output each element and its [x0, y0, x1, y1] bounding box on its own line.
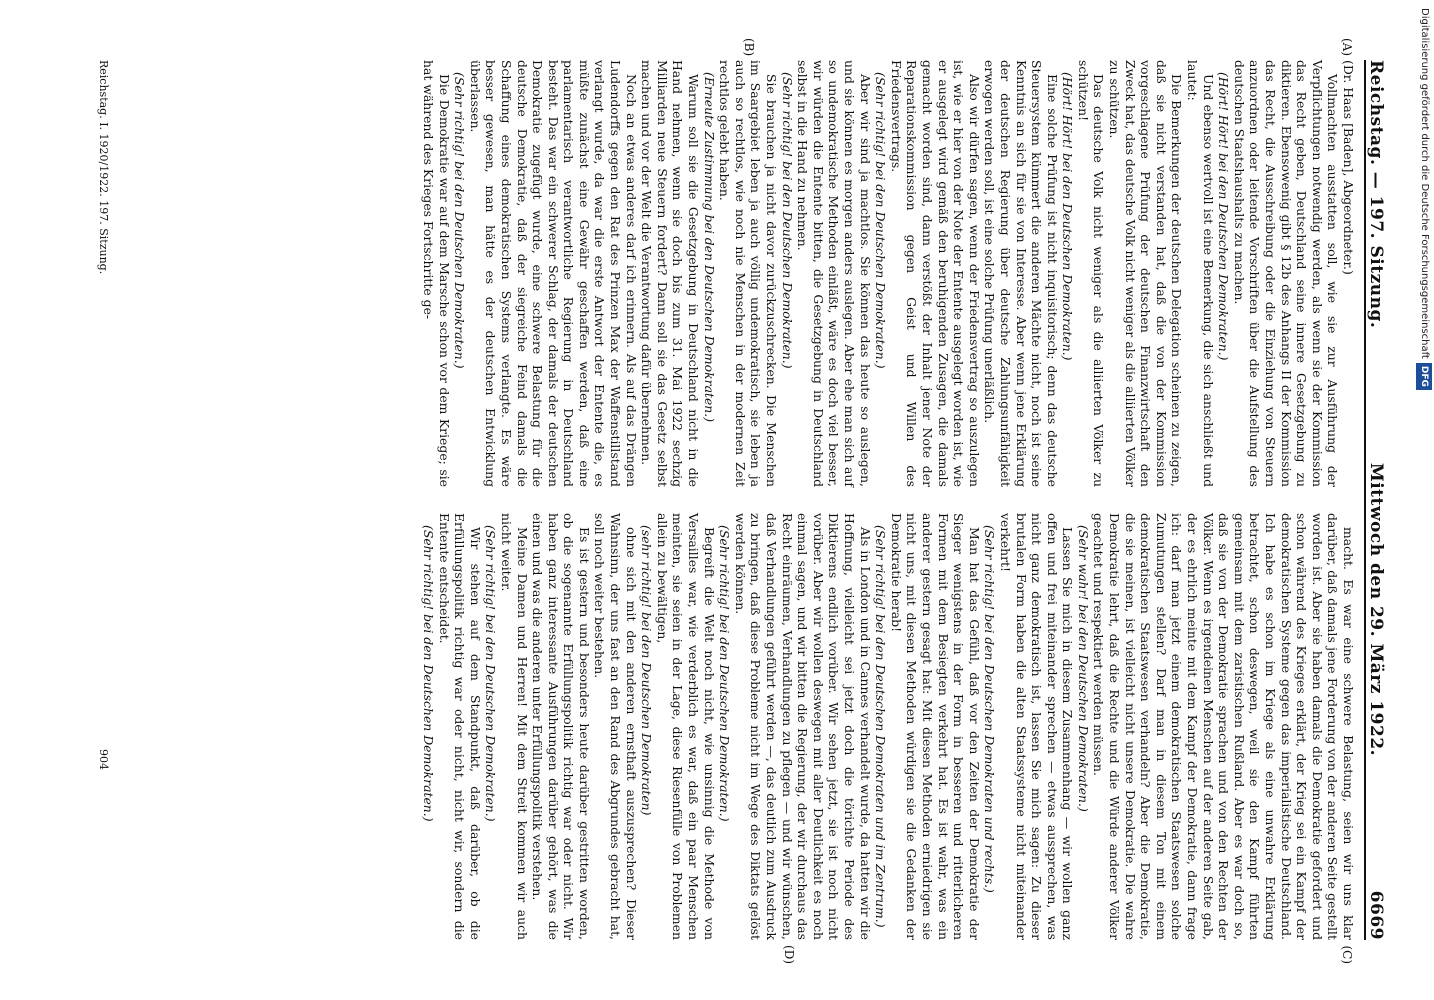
paragraph: Wir stehen auf dem Standpunkt, daß darüber, ob die Erfüllungspolitik richtig war oder nicht, nicht wir, sondern die Entente entscheidet. [436, 513, 483, 940]
header-left: Reichstag. — 197. Sitzung. [1366, 60, 1386, 329]
digitization-text: Digitalisierung gefördert durch die Deutsche Forschungsgemeinschaft [1419, 8, 1430, 359]
right-column [116, 513, 1356, 964]
interjection: (Sehr richtig! bei den Deutschen Demokraten.) [452, 72, 468, 369]
paragraph: Aber wir sind ja machtlos. Sie können das heute so auslegen, und sie können es morgen anders auslegen. Aber ehe man sich auf so undemokratische Methoden einläßt, wäre es doch viel besser, wir würden die Entente bitten, die Gesetzgebung in Deutschland selbst in die Hand zu nehmen. [795, 60, 873, 487]
paragraph: ohne sich mit den anderen ernsthaft auszusprechen? Dieser Wahnsinn, der uns fast an den Rand des Abgrundes gebracht hat, soll noch weiter bestehen. [592, 513, 639, 940]
page-footer [80, 60, 110, 940]
page-header [1364, 60, 1394, 940]
paragraph: Also wir dürfen sagen, wenn der Friedensvertrag so auszulegen ist, wie er hier von der Note der Entente ausgelegt worden ist, wie er ausgelegt wird gemäß den beruhigenden Zusagen, die damals gemacht worden sind, dann verstößt der Inhalt jener Note der Reparationskommission gegen Geist und Willen des Friedensvertrags. [888, 60, 982, 487]
paragraph: Die Bemerkungen der deutschen Delegation scheinen zu zeigen, daß sie nicht verstanden hat, daß die von der Kommission vorgeschlagene Prüfung der deutschen Finanzwirtschaft den Zweck hat, das deutsche Volk nicht weniger als die alliierten Völker zu schützen. [1107, 60, 1185, 487]
interjection: (Sehr richtig! bei den Deutschen Demokraten.) [717, 525, 733, 822]
footer-number: 904 [97, 749, 110, 770]
paragraph: Es ist gestern und besonders heute darüber gestritten worden, ob die sogenannte Erfüllungspolitik richtig war oder nicht. Wir haben ganz interessante Ausführungen darüber gehört, was die einen und was die anderen unter Erfüllungspolitik verstehen. [530, 513, 592, 940]
paragraph: Und ebenso wertvoll ist eine Bemerkung, die sich anschließt und lautet: [1185, 60, 1216, 487]
interjection: (Sehr richtig! bei den Deutschen Demokraten.) [779, 72, 795, 369]
footer-left: Reichstag. I. 1920/1922. 197. Sitzung. [97, 60, 110, 275]
paragraph: Die Demokratie war auf dem Marsche schon vor dem Kriege; sie hat während des Krieges Fortschritte ge- [420, 60, 452, 487]
digitization-note [1416, 8, 1432, 992]
paragraph: Man hat das Gefühl, daß vor den Zeiten der Demokratie der Sieger wenigstens in der Form in besseren und ritterlicheren Formen mit dem Besiegten verkehrt hat. Es ist wahr, was ein anderer gestern gesagt hat: Mit diesen Methoden erniedrigen sie nicht uns, mit diesen Methoden würdigen sie die Gedanken der Demokratie herab! [888, 513, 982, 940]
margin-mark-d: (D) [782, 945, 796, 964]
header-right: Mittwoch den 29. März 1922. [1366, 462, 1386, 757]
margin-mark-b: (B) [742, 38, 756, 57]
paragraph: Lassen Sie mich in diesem Zusammenhang — wir wollen ganz offen und frei miteinander sprechen — etwas aussprechen, was nicht ganz demokratisch ist, lassen Sie mich sagen: Zu dieser brutalen Form haben die alten Staatssysteme nicht miteinander verkehrt! [997, 513, 1076, 940]
paragraph: Als in London und in Cannes verhandelt wurde, da hatten wir die Hoffnung, vielleicht sei jetzt doch die törichte Periode des Diktierens endlich vorüber. Wir sehen jetzt, sie ist noch nicht vorüber. Aber wir wollen deswegen mit aller Deutlichkeit es noch einmal sagen, und wir bitten die Regierung, der wir durchaus das Recht einräumen, Verhandlungen zu pflegen — und wir wünschen, daß Verhandlungen geführt werden —, das deutlich zum Ausdruck zu bringen, daß diese Probleme nicht im Wege des Diktats gelöst werden können. [732, 513, 873, 940]
paragraph: macht. Es war eine schwere Belastung, seien wir uns klar darüber, daß damals jene Forderung von der anderen Seite gestellt worden ist. Aber sie haben damals die Demokratie gefordert und schon während des Krieges erklärt, der Krieg sei ein Kampf der demokratischen Systeme gegen das imperialistische Deutschland. Ich habe es schon im Kriege als eine unwahre Erklärung betrachtet, schon deswegen, weil sie den Kampf führten gemeinsam mit dem zaristischen Rußland. Aber es war doch so, daß sie von der Demokratie sprachen und von den Rechten der Völker. Wenn es irgendeinen Menschen auf der anderen Seite gab, der es ehrlich meinte mit dem Kampf der Demokratie, dann frage ich: darf man jetzt einem demokratischen Staatswesen solche Zumutungen stellen? Darf man in diesem Ton mit einem demokratischen Staatswesen verhandeln? Aber die Demokratie, die sie meinen, ist vielleicht nicht unsere Demokratie. Die wahre Demokratie lehrt, daß die Rechte und die Würde anderer Völker geachtet und respektiert werden müssen. [1091, 513, 1356, 940]
paragraph: Das deutsche Volk nicht weniger als die alliierten Völker zu schützen! [1075, 60, 1107, 487]
interjection: (Sehr wahr! bei den Deutschen Demokraten.) [1075, 525, 1091, 812]
paragraph: Noch an etwas anderes darf ich erinnern. Als auf das Drängen Ludendorffs gegen den Rat des Prinzen Max der Waffenstillstand verlangt wurde, da war die erste Antwort der Entente die, es müßte zunächst eine Gewähr geschaffen werden, daß eine parlamentarisch verantwortliche Regierung in Deutschland besteht. Das war ein schwerer Schlag, der damals der deutschen Demokratie zugefügt wurde, eine schwere Belastung für die deutsche Demokratie, daß der siegreiche Feind damals die Schaffung eines demokratischen Systems verlangte. Es wäre besser gewesen, man hätte es der deutschen Entwicklung überlassen. [467, 60, 639, 487]
margin-mark-c: (C) [1340, 945, 1354, 964]
document-sheet [44, 38, 1394, 964]
paragraph: Meine Damen und Herren! Mit dem Streit kommen wir auch nicht weiter. [498, 513, 530, 940]
interjection: (Sehr richtig! bei den Deutschen Demokraten.) [873, 72, 889, 369]
paragraph: Sie brauchen ja nicht davor zurückzuschrecken. Die Menschen im Saargebiet leben ja auch völlig undemokratisch, sie leben ja auch so rechtlos, wie noch nie Menschen in der modernen Zeit rechtlos gelebt haben. [717, 60, 780, 487]
paragraph: Eine solche Prüfung ist nicht inquisitorisch; denn das deutsche Steuersystem kümmert die anderen Mächte nicht, noch ist seine Kenntnis an sich für sie von Interesse. Aber wenn jene Erklärung der deutschen Regierung über deutsche Zahlungsunfähigkeit erwogen werden soll, ist eine solche Prüfung unerläßlich. [982, 60, 1060, 487]
interjection: (Sehr richtig! bei den Deutschen Demokraten und rechts.) [982, 525, 998, 893]
paragraph: Vollmachten ausstatten soll, wie sie zur Ausführung der Verpflichtungen notwendig werden, als wenn sie der Kommission das Recht geben, Deutschland seine innere Gesetzgebung zu diktieren. Ebensowenig gibt § 12b des Anhangs II der Kommission das Recht, die Ausschreibung oder die Einziehung von Steuern anzuordnen oder leitende Vorschriften über die Aufstellung des deutschen Staatshaushalts zu machen. [1231, 60, 1341, 487]
text-columns [116, 38, 1356, 964]
interjection: (Hört! Hört! bei den Deutschen Demokraten.) [1060, 72, 1076, 361]
interjection: (sehr richtig! bei den Deutschen Demokraten) [639, 525, 655, 816]
interjection: (Sehr richtig! bei den Deutschen Demokraten.) [483, 525, 499, 822]
interjection: (Hört! Hört! bei den Deutschen Demokraten.) [1216, 72, 1232, 361]
left-column [116, 38, 1356, 487]
interjection: (Sehr richtig! bei den Deutschen Demokraten und im Zentrum.) [873, 525, 889, 928]
paragraph: Warum soll sie die Gesetzgebung in Deutschland nicht in die Hand nehmen, wenn sie doch bis zum 31. Mai 1922 sechzig Milliarden neue Steuern fordert? Dann soll sie das Gesetz selbst machen und vor der Welt die Verantwortung dafür übernehmen. [639, 60, 702, 487]
paragraph: Begreift die Welt noch nicht, wie unsinnig die Methode von Versailles war, wie verderblich es war, daß ein paar Menschen meinten, sie seien in der Lage, diese Riesenfülle von Problemen allein zu bewältigen, [654, 513, 717, 940]
interjection: (Erneute Zustimmung bei den Deutschen Demokraten.) [701, 72, 717, 423]
margin-mark-a: (A) [1340, 38, 1354, 57]
dfg-logo: DFG [1416, 363, 1432, 390]
interjection: (Sehr richtig! bei den Deutschen Demokraten.) [420, 525, 436, 822]
speaker-attribution: (Dr. Haas [Baden], Abgeordneter.) [1341, 60, 1356, 275]
page-number: 6669 [1366, 890, 1386, 940]
